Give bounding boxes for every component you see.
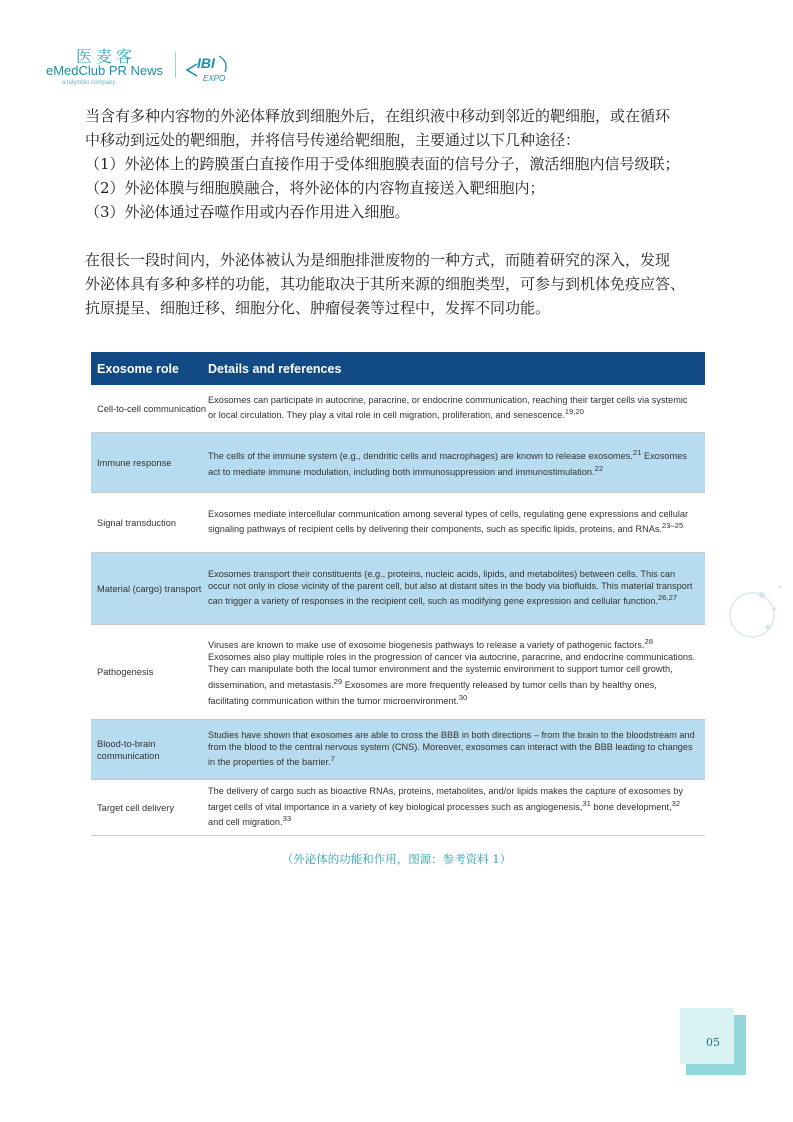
paragraph-line: （3）外泌体通过吞噬作用或内吞作用进入细胞。 [85, 203, 410, 221]
exosome-role-table [91, 352, 705, 836]
logo-english: eMedClub PR News [46, 63, 164, 78]
role-cell: Signal transduction [97, 517, 177, 528]
details-cell: Exosomes can participate in autocrine, paracrine, or endocrine communication, reaching their target cells via systemic or local circulation. They play a vital role in cell migration, proliferation, and senescence.$^{19,20}$ [208, 394, 688, 421]
header-logo [46, 44, 266, 94]
table-row [91, 720, 705, 780]
ibi-logo-text: IBI [197, 55, 215, 71]
table-row [91, 493, 705, 553]
details-cell: Exosomes mediate intercellular communication among several types of cells, regulating gene expressions and cellular signaling pathways of recipient cells by delivering their components, such as specific lipids, proteins, and RNAs.$^{23-25}$ [208, 508, 689, 535]
role-cell: Blood-to-brain communication [97, 738, 160, 761]
role-cell: Target cell delivery [97, 802, 174, 813]
paragraph-line: 在很长一段时间内，外泌体被认为是细胞排泄废物的一种方式，而随着研究的深入，发现 [85, 251, 671, 269]
logo-divider [175, 52, 176, 78]
table-row [91, 433, 705, 493]
details-cell: The cells of the immune system (e.g., dendritic cells and macrophages) are known to release exosomes.$^{21}$ Exosomes act to mediate immune modulation, including both immunosuppression and immunostimulation.$^{22}$ [208, 447, 687, 477]
paragraph-line: 中移动到远处的靶细胞，并将信号传递给靶细胞，主要通过以下几种途径： [85, 131, 581, 149]
ibi-expo-logo-icon [183, 48, 245, 88]
ibi-logo-sub: EXPO [203, 74, 226, 83]
details-cell: Viruses are known to make use of exosome biogenesis pathways to release a variety of pathogenic factors.$^{28}$ Exosomes also play multiple roles in the progression of cancer via autocrine, paracrine, and endocrine communications. They can manipulate both the local tumor environment and the systemic environment to support tumor cell growth, dissemination, and metastasis.$^{29}$ Exosomes are more frequently released by tumor cells than by healthy ones, facilitating communication within the tumor microenvironment.$^{30}$ [208, 637, 696, 706]
details-cell: Exosomes transport their constituents (e.g., proteins, nucleic acids, lipids, and metabolites) between cells. This can occur not only in close vicinity of the parent cell, but also at distant sites in the body via biofluids. This material transport can trigger a variety of responses in the recipient cell, such as modifying gene expression and cellular function.$^{26,27}$ [208, 568, 693, 607]
paragraph-line: 外泌体具有多种多样的功能，其功能取决于其所来源的细胞类型，可参与到机体免疫应答、 [85, 275, 686, 293]
paragraph-line: （1）外泌体上的跨膜蛋白直接作用于受体细胞膜表面的信号分子，激活细胞内信号级联； [85, 155, 680, 173]
table-header [91, 352, 705, 385]
role-cell: Immune response [97, 457, 172, 468]
paragraph-line: （2）外泌体膜与细胞膜融合，将外泌体的内容物直接送入靶细胞内； [85, 179, 545, 197]
role-cell: Material (cargo) transport [97, 583, 202, 594]
logo-chinese: 医麦客 [76, 47, 137, 66]
details-cell: Studies have shown that exosomes are able to cross the BBB in both directions – from the brain to the bloodstream and from the blood to the central nervous system (CNS). Moreover, exosomes can interact with the BBB leading to changes in the properties of the barrier.$^7$ [208, 729, 695, 768]
paragraph-exosome-functions [85, 248, 715, 320]
decorative-bubbles-icon [722, 575, 792, 655]
table-row [91, 385, 705, 433]
header-details: Details and references [208, 361, 342, 376]
table-row [91, 553, 705, 625]
role-cell: Pathogenesis [97, 667, 154, 677]
table-row [91, 625, 705, 720]
paragraph-signal-pathways [85, 104, 715, 224]
header-exosome-role: Exosome role [97, 361, 179, 376]
paragraph-line: 抗原提呈、细胞迁移、细胞分化、肿瘤侵袭等过程中，发挥不同功能。 [85, 299, 551, 317]
details-cell: The delivery of cargo such as bioactive RNAs, proteins, metabolites, and/or lipids makes the capture of exosomes by target cells of vital importance in a variety of key biological processes such as angiogenesis,$^{31}$ bone development,$^{32}$ and cell migration.$^{33}$ [208, 785, 683, 828]
logo-subtitle: a tulymbio company [62, 80, 116, 86]
role-cell: Cell-to-cell communication [97, 403, 207, 414]
page-number: 05 [706, 1036, 720, 1049]
paragraph-line: 当含有多种内容物的外泌体释放到细胞外后，在组织液中移动到邻近的靶细胞，或在循环 [85, 107, 671, 125]
table-caption: （外泌体的功能和作用，图源：参考资料 1） [281, 852, 512, 866]
table-row [91, 780, 705, 836]
